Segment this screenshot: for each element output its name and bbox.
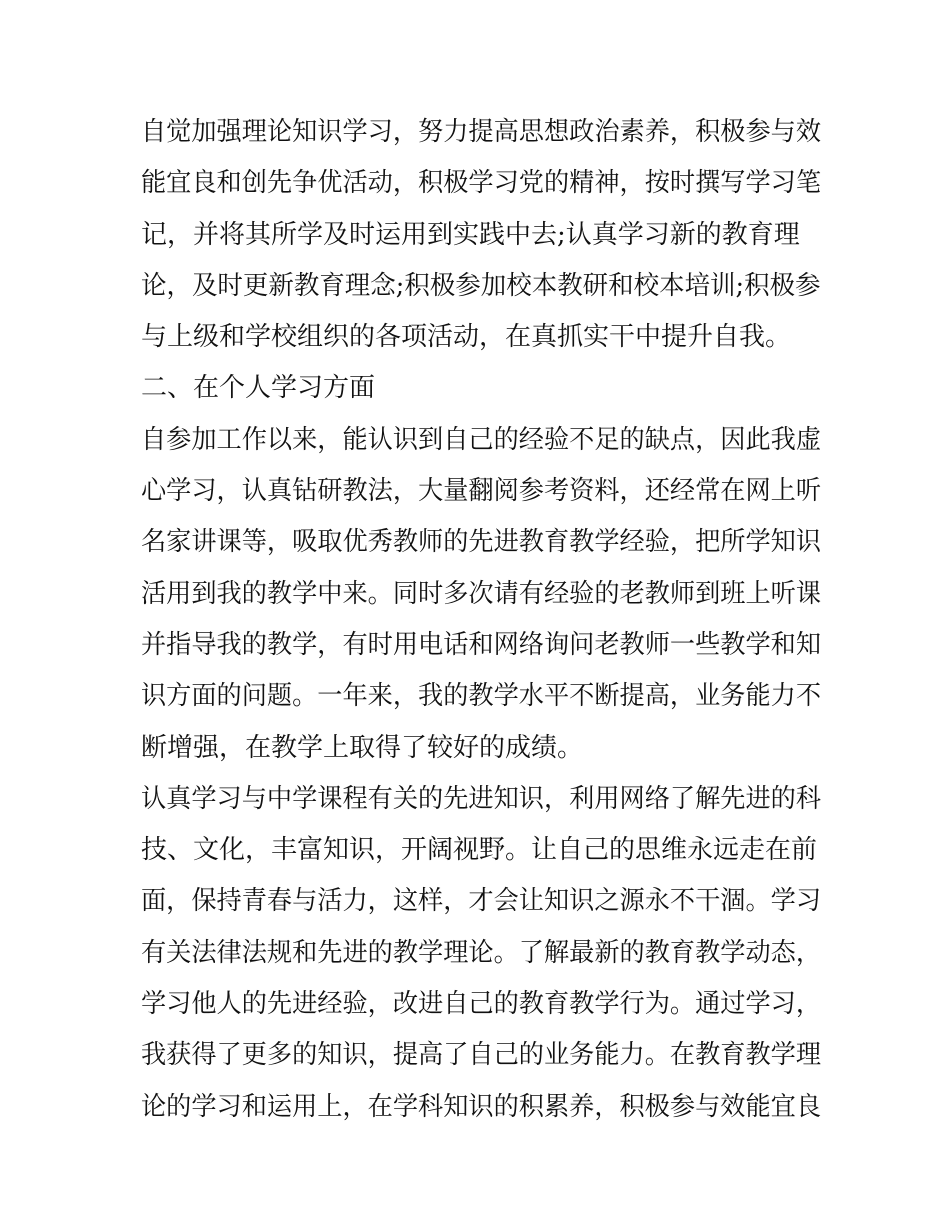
text-line: 自觉加强理论知识学习，努力提高思想政治素养，积极参与效 xyxy=(141,117,822,147)
text-line: 活用到我的教学中来。同时多次请有经验的老教师到班上听课 xyxy=(141,578,822,609)
body-text xyxy=(141,107,821,1133)
text-line: 与上级和学校组织的各项活动，在真抓实干中提升自我。 xyxy=(141,322,792,353)
text-line: 记，并将其所学及时运用到实践中去;认真学习新的教育理 xyxy=(141,219,800,250)
text-line: 论，及时更新教育理念;积极参加校本教研和校本培训;积极参 xyxy=(141,270,821,301)
text-line: 有关法律法规和先进的教学理论。了解最新的教育教学动态， xyxy=(141,937,822,968)
text-line: 能宜良和创先争优活动，积极学习党的精神，按时撰写学习笔 xyxy=(141,168,822,199)
text-line: 学习他人的先进经验，改进自己的教育教学行为。通过学习， xyxy=(141,989,822,1020)
section-heading: 二、在个人学习方面 xyxy=(141,373,376,404)
text-line: 面，保持青春与活力，这样，才会让知识之源永不干涸。学习 xyxy=(141,886,822,917)
text-line: 识方面的问题。一年来，我的教学水平不断提高，业务能力不 xyxy=(141,681,822,712)
text-line: 断增强，在教学上取得了较好的成绩。 xyxy=(141,732,584,763)
text-line: 名家讲课等，吸取优秀教师的先进教育教学经验，把所学知识 xyxy=(141,527,822,558)
text-line: 认真学习与中学课程有关的先进知识，利用网络了解先进的科 xyxy=(141,783,822,814)
text-line: 心学习，认真钻研教法，大量翻阅参考资料，还经常在网上听 xyxy=(141,476,822,507)
text-line: 技、文化，丰富知识，开阔视野。让自己的思维永远走在前 xyxy=(141,835,818,866)
text-line: 并指导我的教学，有时用电话和网络询问老教师一些教学和知 xyxy=(141,629,822,660)
text-line: 自参加工作以来，能认识到自己的经验不足的缺点，因此我虚 xyxy=(141,424,822,455)
text-line: 论的学习和运用上，在学科知识的积累养，积极参与效能宜良 xyxy=(141,1091,822,1122)
text-line: 我获得了更多的知识，提高了自己的业务能力。在教育教学理 xyxy=(141,1040,822,1071)
